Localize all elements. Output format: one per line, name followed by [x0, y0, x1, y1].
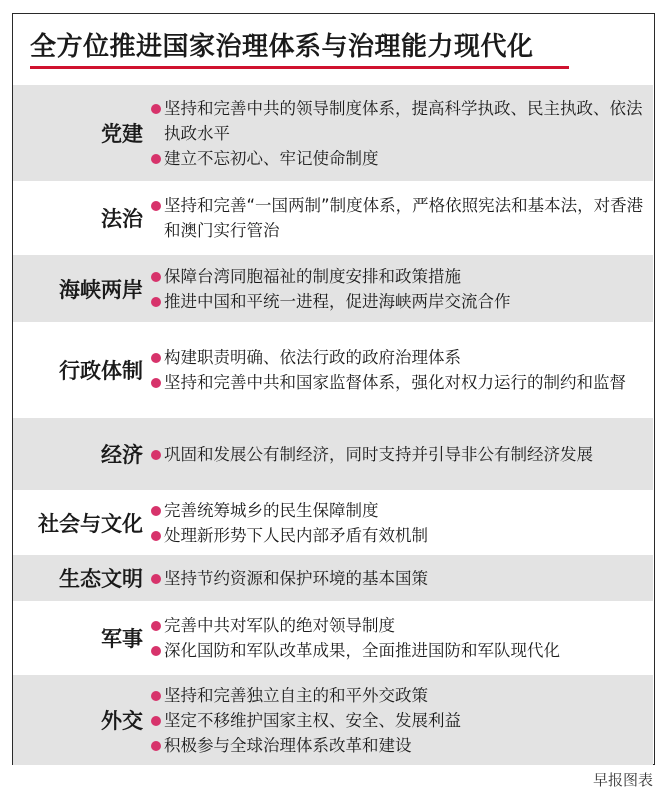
list-item: 保障台湾同胞福祉的制度安排和政策措施 [149, 264, 647, 289]
bullet-dot-icon [151, 104, 161, 114]
title-underline [30, 66, 569, 69]
list-item: 坚持和完善独立自主的和平外交政策 [149, 683, 647, 708]
list-item: 积极参与全球治理体系改革和建设 [149, 733, 647, 758]
bullet-dot-icon [151, 691, 161, 701]
bullet-dot-icon [151, 297, 161, 307]
row-administration [13, 322, 653, 418]
row-party-building [13, 85, 653, 181]
row-label: 海峡两岸 [59, 277, 143, 302]
row-label: 党建 [101, 122, 143, 146]
bullet-dot-icon [151, 378, 161, 388]
list-item: 完善统筹城乡的民生保障制度 [149, 498, 647, 523]
list-item: 建立不忘初心、牢记使命制度 [149, 146, 647, 171]
bullet-dot-icon [151, 716, 161, 726]
list-item: 构建职责明确、依法行政的政府治理体系 [149, 345, 647, 370]
row-economy [13, 418, 653, 490]
bullet-dot-icon [151, 154, 161, 164]
row-ecology [13, 555, 653, 601]
list-item: 深化国防和军队改革成果，全面推进国防和军队现代化 [149, 638, 647, 663]
list-item: 完善中共对军队的绝对领导制度 [149, 613, 647, 638]
list-item: 推进中国和平统一进程，促进海峡两岸交流合作 [149, 289, 647, 314]
row-label: 社会与文化 [38, 511, 143, 536]
row-cross-strait [13, 255, 653, 322]
bullet-dot-icon [151, 621, 161, 631]
bullet-dot-icon [151, 450, 161, 460]
bullet-dot-icon [151, 201, 161, 211]
credit-text: 早报图表 [592, 771, 653, 789]
row-label: 行政体制 [59, 359, 143, 383]
row-label: 法治 [101, 207, 143, 231]
row-label: 军事 [101, 627, 143, 651]
list-item: 坚持和完善“一国两制”制度体系，严格依照宪法和基本法，对香港和澳门实行管治 [149, 193, 647, 243]
list-item: 处理新形势下人民内部矛盾有效机制 [149, 523, 647, 548]
infographic-frame [12, 13, 655, 765]
list-item: 巩固和发展公有制经济，同时支持并引导非公有制经济发展 [149, 442, 647, 467]
list-item: 坚定不移维护国家主权、安全、发展利益 [149, 708, 647, 733]
row-diplomacy [13, 675, 653, 765]
bullet-dot-icon [151, 531, 161, 541]
category-list [13, 85, 653, 765]
bullet-dot-icon [151, 646, 161, 656]
page-title: 全方位推进国家治理体系与治理能力现代化 [30, 32, 534, 62]
row-label: 经济 [101, 443, 143, 467]
bullet-dot-icon [151, 272, 161, 282]
row-label: 外交 [101, 709, 143, 733]
row-rule-of-law [13, 181, 653, 255]
list-item: 坚持和完善中共的领导制度体系，提高科学执政、民主执政、依法执政水平 [149, 96, 647, 146]
list-item: 坚持节约资源和保护环境的基本国策 [149, 566, 647, 591]
bullet-dot-icon [151, 574, 161, 584]
bullet-dot-icon [151, 506, 161, 516]
row-military [13, 601, 653, 675]
bullet-dot-icon [151, 741, 161, 751]
row-society-culture [13, 490, 653, 555]
list-item: 坚持和完善中共和国家监督体系，强化对权力运行的制约和监督 [149, 370, 647, 395]
bullet-dot-icon [151, 353, 161, 363]
row-label: 生态文明 [59, 567, 143, 591]
